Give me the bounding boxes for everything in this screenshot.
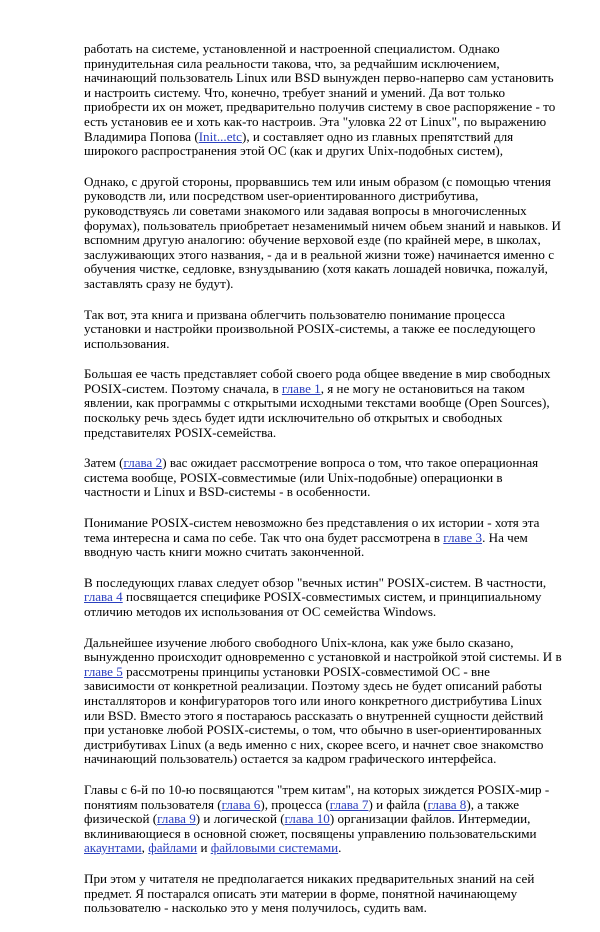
- paragraph: [84, 308, 562, 352]
- chapter-link[interactable]: главе 1: [281, 380, 321, 396]
- paragraph-text: .: [338, 840, 342, 856]
- paragraph: [84, 872, 562, 916]
- paragraph-text: ), и составляет одно из главных препятствий для широкого распространения этой ОС (как и других Unix-подобных систем),: [84, 128, 514, 159]
- chapter-link[interactable]: глава 4: [84, 589, 123, 605]
- paragraph: [84, 783, 562, 856]
- paragraph-text: рассмотрены принципы установки POSIX-совместимой ОС - вне зависимости от конкретной реализации. Поэтому здесь не будет описаний работы инсталляторов и конфигураторов того или иного конкретного дистрибутива Linux или BSD. Вместо этого я постараюсь рассказать о внутренней сущности действий при установке любой POSIX-системы, о том, что обычно в user-ориентированных дистрибутивах Linux (а ведь именно с них, скорее всего, и начнет свое знакомство начинающий пользователь) остается за кадром графического интерфейса.: [84, 663, 544, 767]
- chapter-link[interactable]: глава 8: [427, 796, 467, 812]
- paragraph-text: Так вот, эта книга и призвана облегчить пользователю понимание процесса установки и настройки произвольной POSIX-системы, а также ее последующего использования.: [84, 306, 536, 351]
- paragraph-text: ), а также физической (: [84, 796, 520, 827]
- chapter-link[interactable]: файлами: [148, 840, 198, 856]
- chapter-link[interactable]: глава 6: [221, 796, 261, 812]
- paragraph-text: Затем (: [84, 455, 124, 471]
- chapter-link[interactable]: файловыми системами: [210, 840, 339, 856]
- paragraph: [84, 456, 562, 500]
- chapter-link[interactable]: глава 10: [284, 811, 330, 827]
- paragraph-text: ) и файла (: [368, 796, 428, 812]
- paragraph-text: При этом у читателя не предполагается никаких предварительных знаний на сей предмет. Я постарался описать эти материи в форме, понятной начинающему пользователю - насколько это у меня получилось, судить вам.: [84, 870, 535, 916]
- document-body: [84, 42, 562, 932]
- paragraph-text: Дальнейшее изучение любого свободного Unix-клона, как уже было сказано, вынужденно происходит одновременно с установкой и настройкой этой системы. И в: [84, 634, 562, 665]
- paragraph: [84, 636, 562, 767]
- chapter-link[interactable]: главе 3: [443, 529, 483, 545]
- paragraph-text: Главы с 6-й по 10-ю посвящаются "трем китам", на которых зиждется POSIX-мир - понятиям пользователя (: [84, 781, 550, 812]
- paragraph-text: В последующих главах следует обзор "вечных истин" POSIX-систем. В частности,: [84, 574, 547, 590]
- chapter-link[interactable]: глава 9: [157, 811, 196, 827]
- chapter-link[interactable]: Init...etc: [198, 128, 242, 144]
- chapter-link[interactable]: глава 7: [329, 796, 369, 812]
- paragraph: [84, 576, 562, 620]
- paragraph-text: ,: [141, 840, 149, 856]
- paragraph-text: и: [197, 840, 211, 856]
- paragraph-text: . На чем вводную часть книги можно считать законченной.: [84, 529, 528, 560]
- paragraph: [84, 175, 562, 292]
- paragraph-text: Понимание POSIX-систем невозможно без представления о их истории - хотя эта тема интересна и сама по себе. Так что она будет рассмотрена в: [84, 515, 540, 545]
- paragraph-text: ) организации файлов. Интермедии, вклинивающиеся в основной сюжет, посвящены управлению пользовательскими: [84, 811, 537, 841]
- paragraph-text: ) и логической (: [195, 811, 285, 827]
- chapter-link[interactable]: главе 5: [84, 663, 123, 679]
- chapter-link[interactable]: акаунтами: [84, 840, 142, 856]
- paragraph-text: работать на системе, установленной и настроенной специалистом. Однако принудительная сила реальности такова, что, за редчайшим исключением, начинающий пользователь Linux или BSD вынужден перво-наперво сам установить и настроить систему. Что, конечно, требует знаний и умений. Да вот только приобрести их он может, предварительно получив систему в свое распоряжение - то есть установив ее и хоть как-то настроив. Эта "уловка 22 от Linux", по выражению Владимира Попова (: [84, 41, 556, 144]
- paragraph-text: ) вас ожидает рассмотрение вопроса о том, что такое операционная система вообще, POSIX-совместимые (или Unix-подобные) операционки в частности и Linux и BSD-системы - в особенности.: [84, 455, 539, 500]
- paragraph-text: Большая ее часть представляет собой своего рода общее введение в мир свободных POSIX-систем. Поэтому сначала, в: [84, 366, 551, 396]
- paragraph-text: , я не могу не остановиться на таком явлении, как программы с открытыми исходными текстами вообще (Open Sources), поскольку речь здесь будет идти исключительно об открытых и свободных представителях POSIX-семейства.: [84, 380, 550, 440]
- paragraph: [84, 42, 562, 159]
- paragraph: [84, 367, 562, 440]
- chapter-link[interactable]: глава 2: [123, 455, 163, 471]
- paragraph: [84, 516, 562, 560]
- paragraph-text: ), процесса (: [260, 796, 330, 812]
- paragraph-text: посвящается специфике POSIX-совместимых систем, и принципиальному отличию методов их использования от ОС семейства Windows.: [84, 589, 542, 619]
- paragraph-text: Однако, с другой стороны, прорвавшись тем или иным образом (с помощью чтения руководств ли, или посредством user-ориентированного дистрибутива, руководствуясь ли советами знакомого или задавая вопросы в многочисленных форумах), пользователь приобретает незаменимый ничем обьем знаний и навыков. И вспомним другую аналогию: обучение верховой езде (по крайней мере, в школах, заслуживающих этого названия, - да и в реальной жизни тоже) начинается именно с обучения чистке, седловке, взнуздыванию (хотя какать лошадей новичка, пожалуй, заставлять сразу не будут).: [84, 173, 561, 291]
